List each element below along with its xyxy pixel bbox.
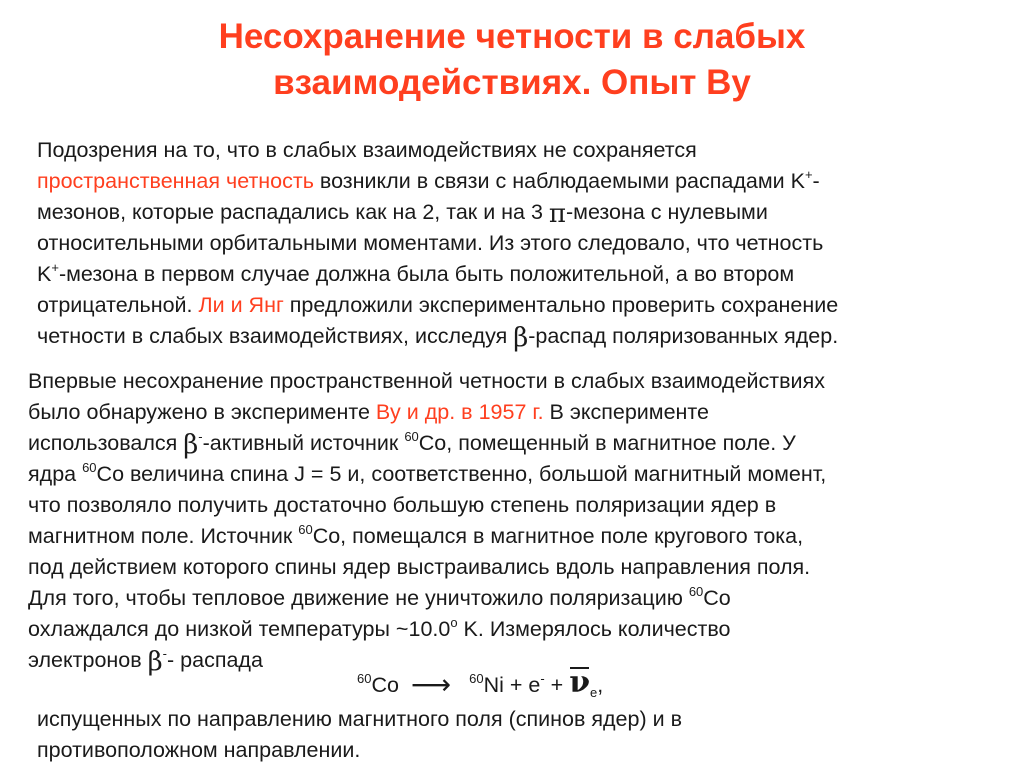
text-span: электронов xyxy=(28,648,148,672)
text-line xyxy=(28,397,826,428)
text-span: - xyxy=(812,169,820,193)
text-span: -мезона с нулевыми xyxy=(566,200,768,224)
beta-symbol: β xyxy=(147,647,163,677)
text-line xyxy=(28,583,826,614)
slide-title xyxy=(0,14,1024,106)
isotope-number: 60 xyxy=(469,671,484,686)
text-span: , xyxy=(597,673,604,697)
superscript: - xyxy=(540,671,545,686)
text-line xyxy=(37,321,838,352)
title-line-1: Несохранение четности в слабых xyxy=(218,17,806,56)
subscript: e xyxy=(590,685,598,700)
text-span: Co, помещенный в магнитное поле. У xyxy=(418,431,796,455)
text-span: магнитном поле. Источник xyxy=(28,524,299,548)
nickel-electron-label: Ni + e xyxy=(483,673,541,697)
text-span: K xyxy=(37,262,52,286)
text-line: относительными орбитальными моментами. Из этого следовало, что четность xyxy=(37,231,824,255)
text-line xyxy=(37,166,838,197)
spatial-parity-term: пространственная четность xyxy=(37,169,314,193)
isotope-number: 60 xyxy=(688,584,704,599)
decay-equation xyxy=(357,665,604,701)
text-line: что позволяло получить достаточно большую степень поляризации ядер в xyxy=(28,493,777,517)
text-span: Для того, чтобы тепловое движение не уничтожило поляризацию xyxy=(28,586,689,610)
text-line xyxy=(28,428,826,459)
title-line-2: взаимодействиях. Опыт Ву xyxy=(273,63,751,102)
text-span: отрицательной. xyxy=(37,293,199,317)
text-span: + xyxy=(544,673,570,697)
superscript: + xyxy=(804,167,813,182)
text-span: охлаждался до низкой температуры ~10.0 xyxy=(28,617,451,641)
text-line xyxy=(37,259,838,290)
superscript: + xyxy=(51,260,59,275)
text-span: -активный источник xyxy=(202,431,405,455)
text-line: под действием которого спины ядер выстраивались вдоль направления поля. xyxy=(28,555,811,579)
text-span: -мезона в первом случае должна была быть положительной, а во втором xyxy=(58,262,795,286)
paragraph-wu-experiment xyxy=(28,366,826,676)
text-line xyxy=(28,459,826,490)
text-span: возникли в связи с наблюдаемыми распадами K xyxy=(313,169,805,193)
superscript: - xyxy=(162,646,168,661)
isotope-number: 60 xyxy=(404,429,419,444)
text-span: - распада xyxy=(167,648,263,672)
beta-symbol: β xyxy=(183,430,199,460)
text-line: противоположном направлении. xyxy=(37,738,361,762)
text-span: предложили экспериментально проверить сохранение xyxy=(283,293,839,317)
isotope-number: 60 xyxy=(82,460,97,475)
text-line xyxy=(28,614,826,645)
arrow-right-icon: ⟶ xyxy=(410,668,452,701)
text-span: Co, помещался в магнитное поле кругового тока, xyxy=(312,524,804,548)
antineutrino-symbol: ν xyxy=(569,665,591,700)
paragraph-suspicions xyxy=(37,135,838,352)
text-line xyxy=(37,290,838,321)
text-span: было обнаружено в эксперименте xyxy=(28,400,376,424)
paragraph-conclusion xyxy=(37,704,682,766)
isotope-number: 60 xyxy=(298,522,313,537)
text-span: K. Измерялось количество xyxy=(457,617,731,641)
text-span: В эксперименте xyxy=(543,400,709,424)
text-span: ядра xyxy=(28,462,83,486)
text-line xyxy=(37,197,838,228)
beta-symbol: β xyxy=(513,323,529,353)
text-span: Co xyxy=(703,586,731,610)
cobalt-label: Co xyxy=(371,673,399,697)
pi-symbol: π xyxy=(548,199,566,229)
text-line: Впервые несохранение пространственной четности в слабых взаимодействиях xyxy=(28,369,825,393)
text-span: -распад поляризованных ядер. xyxy=(528,324,839,348)
wu-reference-term: Ву и др. в 1957 г. xyxy=(375,400,544,424)
text-line: испущенных по направлению магнитного поля (спинов ядер) и в xyxy=(37,707,683,731)
text-span: мезонов, которые распадались как на 2, так и на 3 xyxy=(37,200,549,224)
degree-sign: o xyxy=(450,615,458,630)
text-span: четности в слабых взаимодействиях, исследуя xyxy=(37,324,514,348)
text-line: Подозрения на то, что в слабых взаимодействиях не сохраняется xyxy=(37,138,697,162)
text-span: использовался xyxy=(28,431,184,455)
text-span: Co величина спина J = 5 и, соответственно, большой магнитный момент, xyxy=(96,462,827,486)
text-line xyxy=(28,521,826,552)
superscript: - xyxy=(198,429,203,444)
isotope-number: 60 xyxy=(357,671,372,686)
lee-yang-term: Ли и Янг xyxy=(198,293,284,317)
